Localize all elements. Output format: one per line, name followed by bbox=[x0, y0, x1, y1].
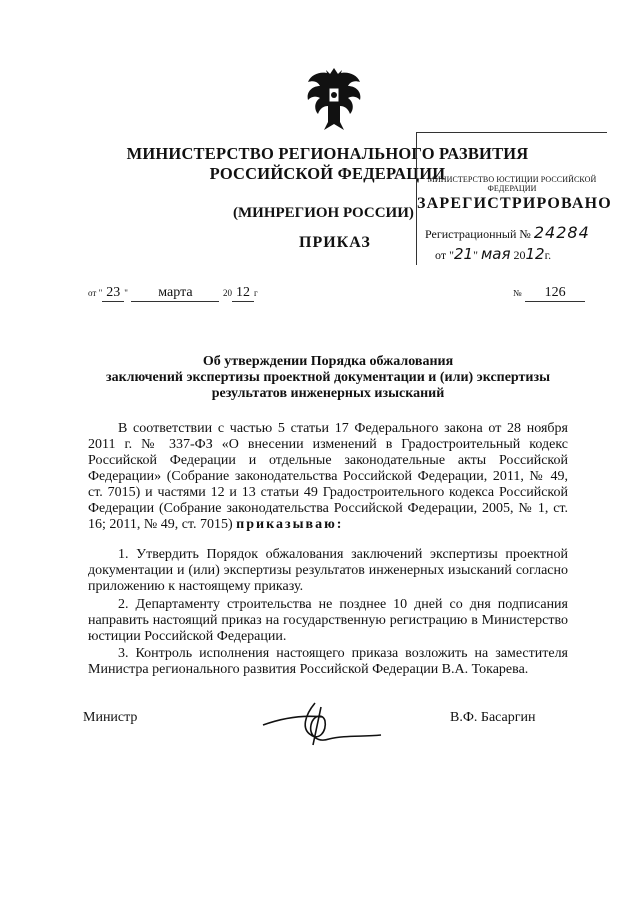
order-title-line3: результатов инженерных изысканий bbox=[211, 386, 445, 401]
order-date-prefix: от " bbox=[88, 288, 103, 298]
order-date bbox=[88, 285, 258, 302]
stamp-date-month: мая bbox=[480, 245, 511, 263]
order-date-year-prefix: 20 bbox=[222, 288, 232, 298]
order-date-day-close: " bbox=[124, 288, 128, 298]
handwritten-signature bbox=[255, 695, 385, 750]
order-date-year-suffix: г bbox=[253, 288, 258, 298]
stamp-date-year-prefix: 20 bbox=[513, 248, 526, 262]
order-title-line1: Об утверждении Порядка обжалования bbox=[202, 354, 454, 369]
stamp-organization: МИНИСТЕРСТВО ЮСТИЦИИ РОССИЙСКОЙ ФЕДЕРАЦИИ bbox=[427, 175, 597, 193]
order-number bbox=[513, 285, 585, 302]
order-number-value: 126 bbox=[525, 285, 585, 302]
order-date-month: марта bbox=[131, 285, 219, 302]
stamp-reg-value: 24284 bbox=[533, 223, 590, 242]
stamp-date-quote: " bbox=[473, 248, 478, 262]
stamp-reg-label: Регистрационный № bbox=[425, 227, 531, 241]
ministry-name-line2: РОССИЙСКОЙ ФЕДЕРАЦИИ bbox=[209, 164, 446, 183]
preamble-text: В соответствии с частью 5 статьи 17 Федерального закона от 28 ноября 2011 г. № 337-ФЗ «О внесении изменений в Градостроительный кодекс Российской Федерации и отдельные законодательные акты Российской Федерации» (Собрание законодательства Российской Федерации, 2011, № 49, ст. 7015) и частями 12 и 13 статьи 49 Градостроительного кодекса Российской Федерации (Собрание законодательства Российской Федерации, 2005, № 1, ст. 16; 2011, № 49, ст. 7015) bbox=[88, 421, 568, 532]
stamp-status: ЗАРЕГИСТРИРОВАНО bbox=[417, 195, 612, 212]
stamp-date-prefix: от " bbox=[435, 248, 454, 262]
order-word: приказываю: bbox=[236, 517, 344, 532]
order-number-label: № bbox=[513, 288, 522, 298]
order-item-1: 1. Утвердить Порядок обжалования заключений экспертизы проектной документации и (или) экспертизы результатов инженерных изысканий согласно приложению к настоящему приказу. bbox=[88, 547, 568, 594]
stamp-date-day: 21 bbox=[453, 245, 474, 263]
coat-of-arms-emblem bbox=[302, 66, 366, 138]
stamp-date-suffix: г. bbox=[544, 248, 552, 262]
order-date-year: 12 bbox=[232, 285, 254, 302]
stamp-registration-number bbox=[425, 223, 590, 242]
order-title-line2: заключений экспертизы проектной документации и (или) экспертизы bbox=[105, 370, 551, 385]
order-date-day: 23 bbox=[102, 285, 124, 302]
stamp-date-year: 12 bbox=[525, 245, 545, 263]
ministry-name-line1: МИНИСТЕРСТВО РЕГИОНАЛЬНОГО РАЗВИТИЯ bbox=[126, 144, 529, 163]
order-title bbox=[88, 354, 568, 402]
preamble-paragraph bbox=[88, 421, 568, 533]
order-item-2: 2. Департаменту строительства не позднее 10 дней со дня подписания направить настоящий приказ на государственную регистрацию в Министерство юстиции Российской Федерации. bbox=[88, 597, 568, 644]
ministry-short-name: (МИНРЕГИОН РОССИИ) bbox=[233, 205, 414, 221]
order-item-3: 3. Контроль исполнения настоящего приказа возложить на заместителя Министра регионального развития Российской Федерации В.А. Токарева. bbox=[88, 646, 568, 677]
signatory-position: Министр bbox=[83, 710, 138, 725]
stamp-date bbox=[435, 245, 551, 263]
registration-stamp bbox=[416, 132, 612, 265]
document-type: ПРИКАЗ bbox=[299, 234, 371, 251]
signatory-name: В.Ф. Басаргин bbox=[450, 710, 536, 725]
